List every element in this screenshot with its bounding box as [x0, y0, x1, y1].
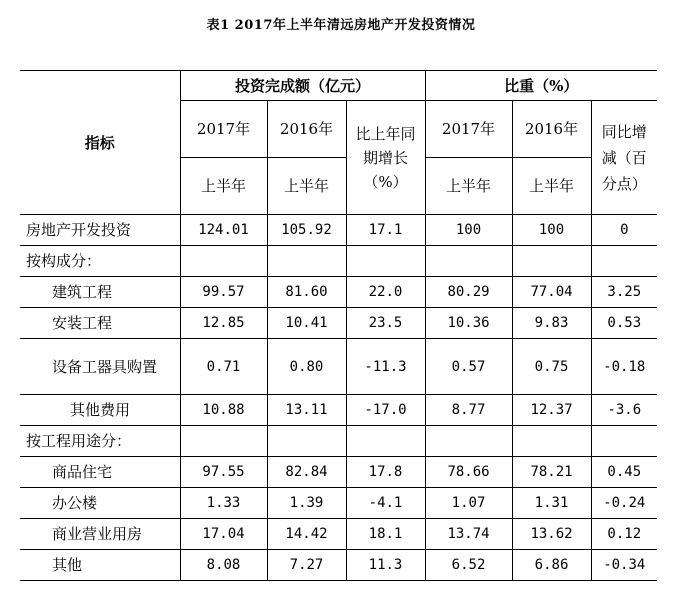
header-indicator: 指标: [20, 71, 180, 215]
cell: 1.07: [425, 488, 512, 519]
header-2017-ratio: 2017年: [425, 101, 512, 158]
cell: 8.77: [425, 395, 512, 426]
cell: 23.5: [346, 308, 425, 339]
cell: [346, 426, 425, 457]
cell: 10.36: [425, 308, 512, 339]
cell: 14.42: [267, 519, 346, 550]
cell: 82.84: [267, 457, 346, 488]
cell: [591, 426, 657, 457]
cell: [267, 426, 346, 457]
cell: 9.83: [512, 308, 591, 339]
cell: [512, 246, 591, 277]
cell: 13.11: [267, 395, 346, 426]
cell: [346, 246, 425, 277]
cell: 17.04: [180, 519, 267, 550]
row-label: 房地产开发投资: [20, 215, 180, 246]
cell: -11.3: [346, 339, 425, 395]
cell: [512, 426, 591, 457]
table-row: [20, 246, 657, 277]
cell: 17.8: [346, 457, 425, 488]
cell: [180, 426, 267, 457]
cell: 1.33: [180, 488, 267, 519]
cell: 22.0: [346, 277, 425, 308]
table-row: [20, 277, 657, 308]
header-first-half: 上半年: [180, 158, 267, 215]
table-row: [20, 488, 657, 519]
cell: 0.57: [425, 339, 512, 395]
cell: 100: [512, 215, 591, 246]
header-ratio-change: 同比增减（百分点）: [591, 101, 657, 215]
cell: 18.1: [346, 519, 425, 550]
header-first-half: 上半年: [267, 158, 346, 215]
cell: 10.41: [267, 308, 346, 339]
cell: 97.55: [180, 457, 267, 488]
cell: -17.0: [346, 395, 425, 426]
row-label: 其他费用: [20, 395, 180, 426]
table-row: [20, 457, 657, 488]
cell: 0.71: [180, 339, 267, 395]
row-label: 商业营业用房: [20, 519, 180, 550]
header-2016: 2016年: [267, 101, 346, 158]
table-row: [20, 519, 657, 550]
cell: 105.92: [267, 215, 346, 246]
cell: 1.39: [267, 488, 346, 519]
cell: 99.57: [180, 277, 267, 308]
header-first-half: 上半年: [512, 158, 591, 215]
cell: 0.45: [591, 457, 657, 488]
investment-table: [20, 70, 657, 581]
table-row: [20, 308, 657, 339]
table-row: [20, 215, 657, 246]
cell: 13.74: [425, 519, 512, 550]
table-title: 表1 2017年上半年清远房地产开发投资情况: [206, 18, 476, 33]
table-row: [20, 550, 657, 581]
row-label-text: 设备工器具购置: [52, 357, 158, 376]
cell: 0.53: [591, 308, 657, 339]
cell: 77.04: [512, 277, 591, 308]
cell: [180, 246, 267, 277]
row-label: 安装工程: [20, 308, 180, 339]
cell: [591, 246, 657, 277]
cell: 1.31: [512, 488, 591, 519]
row-label: 商品住宅: [20, 457, 180, 488]
cell: -0.24: [591, 488, 657, 519]
header-proportion: 比重（%）: [425, 71, 657, 101]
cell: 8.08: [180, 550, 267, 581]
cell: 0.75: [512, 339, 591, 395]
row-label: 建筑工程: [20, 277, 180, 308]
cell: 3.25: [591, 277, 657, 308]
table-row: [20, 426, 657, 457]
cell: 17.1: [346, 215, 425, 246]
cell: -4.1: [346, 488, 425, 519]
cell: [425, 426, 512, 457]
section-label: 按构成分：: [20, 246, 180, 277]
header-first-half: 上半年: [425, 158, 512, 215]
cell: 10.88: [180, 395, 267, 426]
cell: 124.01: [180, 215, 267, 246]
cell: -3.6: [591, 395, 657, 426]
cell: 0.12: [591, 519, 657, 550]
cell: -0.18: [591, 339, 657, 395]
cell: 0: [591, 215, 657, 246]
cell: 6.86: [512, 550, 591, 581]
row-label: 其他: [20, 550, 180, 581]
header-2017: 2017年: [180, 101, 267, 158]
cell: 12.37: [512, 395, 591, 426]
cell: 7.27: [267, 550, 346, 581]
row-label: [20, 339, 180, 395]
cell: -0.34: [591, 550, 657, 581]
cell: 13.62: [512, 519, 591, 550]
header-2016-ratio: 2016年: [512, 101, 591, 158]
cell: 12.85: [180, 308, 267, 339]
cell: 80.29: [425, 277, 512, 308]
header-yoy-growth: 比上年同期增长（%）: [346, 101, 425, 215]
cell: [267, 246, 346, 277]
cell: 81.60: [267, 277, 346, 308]
section-label: 按工程用途分：: [20, 426, 180, 457]
cell: 100: [425, 215, 512, 246]
cell: 0.80: [267, 339, 346, 395]
header-investment-amount: 投资完成额（亿元）: [180, 71, 425, 101]
cell: 11.3: [346, 550, 425, 581]
cell: [425, 246, 512, 277]
cell: 78.66: [425, 457, 512, 488]
table-row: [20, 339, 657, 395]
cell: 78.21: [512, 457, 591, 488]
row-label: 办公楼: [20, 488, 180, 519]
table-row: [20, 395, 657, 426]
cell: 6.52: [425, 550, 512, 581]
